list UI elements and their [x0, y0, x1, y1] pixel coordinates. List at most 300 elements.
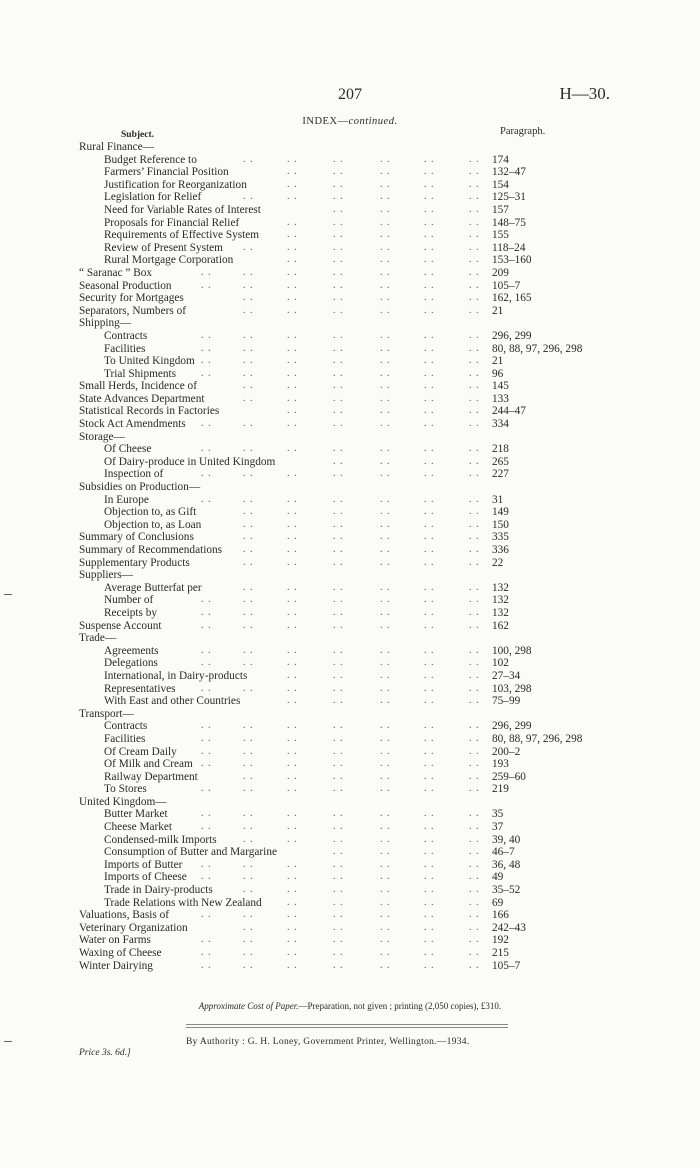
- leader-dots: . .: [424, 871, 435, 883]
- index-entry-paragraph: 132: [492, 581, 509, 594]
- leader-dots: . .: [287, 657, 298, 669]
- leader-dots: . .: [333, 166, 344, 178]
- leader-dots: . .: [424, 254, 435, 266]
- leader-dots: . .: [201, 279, 212, 291]
- leader-dots: . .: [333, 732, 344, 744]
- index-entry-subject: Subsidies on Production—: [79, 481, 201, 494]
- index-entry: [0, 405, 700, 418]
- leader-dots: . .: [424, 606, 435, 618]
- leader-dots: . .: [333, 858, 344, 870]
- leader-dots: . .: [469, 732, 480, 744]
- leader-dots: . .: [333, 896, 344, 908]
- index-entry: [0, 343, 700, 356]
- index-entry: [0, 456, 700, 469]
- index-entry: [0, 607, 700, 620]
- leader-dots: . .: [201, 594, 212, 606]
- leader-dots: . .: [469, 884, 480, 896]
- leader-dots: . .: [243, 266, 254, 278]
- leader-dots: . .: [201, 468, 212, 480]
- leader-dots: . .: [287, 732, 298, 744]
- leader-dots: . .: [424, 934, 435, 946]
- leader-dots: . .: [380, 884, 391, 896]
- leader-dots: . .: [333, 821, 344, 833]
- index-entry-paragraph: 265: [492, 455, 509, 468]
- leader-dots: . .: [424, 191, 435, 203]
- index-entry-subject: Proposals for Financial Relief: [104, 216, 240, 229]
- leader-dots: . .: [469, 468, 480, 480]
- leader-dots: . .: [469, 166, 480, 178]
- leader-dots: . .: [424, 808, 435, 820]
- leader-dots: . .: [424, 418, 435, 430]
- leader-dots: . .: [469, 657, 480, 669]
- leader-dots: . .: [201, 493, 212, 505]
- index-entry-subject: Imports of Cheese: [104, 871, 187, 884]
- leader-dots: . .: [287, 367, 298, 379]
- index-entry: [0, 229, 700, 242]
- leader-dots: . .: [243, 858, 254, 870]
- leader-dots: . .: [243, 355, 254, 367]
- leader-dots: . .: [469, 292, 480, 304]
- leader-dots: . .: [333, 241, 344, 253]
- leader-dots: . .: [380, 783, 391, 795]
- leader-dots: . .: [243, 770, 254, 782]
- leader-dots: . .: [424, 896, 435, 908]
- leader-dots: . .: [201, 682, 212, 694]
- index-entry: [0, 783, 700, 796]
- leader-dots: . .: [201, 808, 212, 820]
- leader-dots: . .: [469, 266, 480, 278]
- leader-dots: . .: [424, 720, 435, 732]
- index-entry-paragraph: 21: [492, 304, 504, 317]
- index-entry-subject: Average Butterfat per: [104, 581, 202, 594]
- index-entry-subject: Statistical Records in Factories: [79, 405, 220, 418]
- leader-dots: . .: [201, 619, 212, 631]
- index-entry: [0, 494, 700, 507]
- leader-dots: . .: [424, 909, 435, 921]
- index-entry-subject: “ Saranac ” Box: [79, 266, 153, 279]
- leader-dots: . .: [201, 732, 212, 744]
- index-entry-subject: Water on Farms: [79, 934, 151, 947]
- leader-dots: . .: [243, 342, 254, 354]
- leader-dots: . .: [424, 329, 435, 341]
- index-entry-paragraph: 334: [492, 418, 509, 431]
- leader-dots: . .: [380, 833, 391, 845]
- leader-dots: . .: [424, 380, 435, 392]
- index-entry-subject: Trial Shipments: [104, 367, 177, 380]
- leader-dots: . .: [469, 833, 480, 845]
- leader-dots: . .: [333, 254, 344, 266]
- index-entry-paragraph: 27–34: [492, 669, 521, 682]
- leader-dots: . .: [201, 758, 212, 770]
- leader-dots: . .: [243, 657, 254, 669]
- leader-dots: . .: [469, 783, 480, 795]
- index-entry-subject: Storage—: [79, 430, 125, 443]
- index-entry-paragraph: 80, 88, 97, 296, 298: [492, 732, 583, 745]
- index-entry: [0, 519, 700, 532]
- index-entry: [0, 191, 700, 204]
- index-entry-paragraph: 200–2: [492, 745, 521, 758]
- leader-dots: . .: [201, 418, 212, 430]
- index-entry-paragraph: 166: [492, 909, 509, 922]
- index-entry: [0, 154, 700, 167]
- leader-dots: . .: [333, 581, 344, 593]
- leader-dots: . .: [243, 279, 254, 291]
- leader-dots: . .: [287, 934, 298, 946]
- leader-dots: . .: [243, 909, 254, 921]
- leader-dots: . .: [424, 745, 435, 757]
- index-entry: [0, 506, 700, 519]
- leader-dots: . .: [380, 871, 391, 883]
- index-entry-paragraph: 133: [492, 392, 509, 405]
- leader-dots: . .: [380, 808, 391, 820]
- index-entry: [0, 305, 700, 318]
- leader-dots: . .: [380, 367, 391, 379]
- index-entry-subject: Objection to, as Gift: [104, 506, 197, 519]
- leader-dots: . .: [287, 418, 298, 430]
- index-entry-subject: Budget Reference to: [104, 153, 197, 166]
- index-entry: [0, 909, 700, 922]
- leader-dots: . .: [287, 518, 298, 530]
- page-number: 207: [338, 86, 362, 103]
- index-entry-subject: Objection to, as Loan: [104, 518, 202, 531]
- index-entry: [0, 431, 700, 444]
- leader-dots: . .: [333, 468, 344, 480]
- leader-dots: . .: [469, 279, 480, 291]
- leader-dots: . .: [243, 808, 254, 820]
- index-entry-paragraph: 296, 299: [492, 720, 532, 733]
- index-entry: [0, 620, 700, 633]
- running-title: [0, 116, 700, 127]
- leader-dots: . .: [380, 846, 391, 858]
- leader-dots: . .: [243, 153, 254, 165]
- leader-dots: . .: [469, 229, 480, 241]
- margin-mark: [4, 1041, 12, 1042]
- index-entry-subject: Waxing of Cheese: [79, 947, 162, 959]
- leader-dots: . .: [243, 506, 254, 518]
- leader-dots: . .: [380, 821, 391, 833]
- index-entry-subject: Delegations: [104, 657, 158, 670]
- leader-dots: . .: [469, 644, 480, 656]
- leader-dots: . .: [380, 556, 391, 568]
- leader-dots: . .: [201, 720, 212, 732]
- leader-dots: . .: [380, 405, 391, 417]
- index-entry-subject: Suppliers—: [79, 569, 133, 582]
- leader-dots: . .: [333, 418, 344, 430]
- leader-dots: . .: [424, 518, 435, 530]
- leader-dots: . .: [287, 644, 298, 656]
- leader-dots: . .: [380, 896, 391, 908]
- leader-dots: . .: [380, 619, 391, 631]
- leader-dots: . .: [333, 493, 344, 505]
- index-entry: [0, 897, 700, 910]
- index-entry-paragraph: 153–160: [492, 254, 532, 267]
- leader-dots: . .: [424, 355, 435, 367]
- leader-dots: . .: [380, 229, 391, 241]
- leader-dots: . .: [243, 304, 254, 316]
- index-entry-subject: Farmers’ Financial Position: [104, 166, 229, 179]
- leader-dots: . .: [287, 229, 298, 241]
- index-entry-subject: Receipts by: [104, 606, 158, 619]
- leader-dots: . .: [287, 380, 298, 392]
- index-entry-paragraph: 118–24: [492, 241, 526, 254]
- leader-dots: . .: [333, 178, 344, 190]
- leader-dots: . .: [287, 506, 298, 518]
- leader-dots: . .: [424, 342, 435, 354]
- index-entry-paragraph: 154: [492, 178, 509, 191]
- leader-dots: . .: [333, 229, 344, 241]
- leader-dots: . .: [333, 783, 344, 795]
- index-entry: [0, 204, 700, 217]
- leader-dots: . .: [243, 292, 254, 304]
- leader-dots: . .: [469, 934, 480, 946]
- leader-dots: . .: [243, 329, 254, 341]
- leader-dots: . .: [380, 858, 391, 870]
- leader-dots: . .: [469, 871, 480, 883]
- index-entry-paragraph: 22: [492, 556, 504, 569]
- index-entry-subject: Condensed-milk Imports: [104, 833, 217, 846]
- leader-dots: . .: [469, 216, 480, 228]
- index-entry: [0, 544, 700, 557]
- leader-dots: . .: [243, 241, 254, 253]
- leader-dots: . .: [243, 367, 254, 379]
- index-entry-paragraph: 148–75: [492, 216, 526, 229]
- leader-dots: . .: [469, 556, 480, 568]
- index-entry: [0, 141, 700, 154]
- leader-dots: . .: [424, 392, 435, 404]
- leader-dots: . .: [243, 594, 254, 606]
- index-entry-subject: Valuations, Basis of: [79, 909, 170, 922]
- leader-dots: . .: [333, 644, 344, 656]
- leader-dots: . .: [287, 292, 298, 304]
- margin-mark: [4, 594, 12, 595]
- index-entry-paragraph: 150: [492, 518, 509, 531]
- index-entry-paragraph: 162, 165: [492, 292, 532, 305]
- leader-dots: . .: [287, 279, 298, 291]
- leader-dots: . .: [469, 506, 480, 518]
- leader-dots: . .: [333, 720, 344, 732]
- leader-dots: . .: [469, 808, 480, 820]
- leader-dots: . .: [469, 959, 480, 971]
- leader-dots: . .: [287, 493, 298, 505]
- leader-dots: . .: [201, 443, 212, 455]
- index-entry-paragraph: 102: [492, 657, 509, 670]
- leader-dots: . .: [243, 191, 254, 203]
- index-entry: [0, 733, 700, 746]
- leader-dots: . .: [380, 947, 391, 958]
- index-entry-subject: Separators, Numbers of: [79, 304, 186, 317]
- leader-dots: . .: [380, 959, 391, 971]
- index-entry-paragraph: 132–47: [492, 166, 526, 179]
- leader-dots: . .: [380, 657, 391, 669]
- leader-dots: . .: [469, 695, 480, 707]
- leader-dots: . .: [469, 153, 480, 165]
- index-entry-subject: Of Cheese: [104, 443, 152, 456]
- leader-dots: . .: [333, 959, 344, 971]
- index-entry: [0, 720, 700, 733]
- index-entry: [0, 922, 700, 935]
- index-entry-paragraph: 296, 299: [492, 329, 532, 342]
- index-entry-subject: To United Kingdom: [104, 355, 195, 368]
- leader-dots: . .: [201, 606, 212, 618]
- leader-dots: . .: [424, 594, 435, 606]
- index-entry: [0, 683, 700, 696]
- leader-dots: . .: [380, 241, 391, 253]
- leader-dots: . .: [201, 783, 212, 795]
- leader-dots: . .: [380, 921, 391, 933]
- index-entry-subject: State Advances Department: [79, 392, 205, 405]
- leader-dots: . .: [469, 846, 480, 858]
- index-entry-paragraph: 145: [492, 380, 509, 393]
- leader-dots: . .: [469, 606, 480, 618]
- leader-dots: . .: [243, 531, 254, 543]
- index-entry-paragraph: 132: [492, 594, 509, 607]
- index-entry-paragraph: 192: [492, 934, 509, 947]
- index-entry-subject: Veterinary Organization: [79, 921, 188, 934]
- leader-dots: . .: [424, 531, 435, 543]
- leader-dots: . .: [287, 355, 298, 367]
- index-entry-subject: Rural Finance—: [79, 141, 154, 153]
- leader-dots: . .: [243, 518, 254, 530]
- index-entry: [0, 582, 700, 595]
- leader-dots: . .: [201, 355, 212, 367]
- index-entry-subject: Railway Department: [104, 770, 198, 783]
- leader-dots: . .: [243, 947, 254, 958]
- leader-dots: . .: [333, 846, 344, 858]
- leader-dots: . .: [380, 279, 391, 291]
- leader-dots: . .: [424, 216, 435, 228]
- index-entry: [0, 481, 700, 494]
- cost-note-label: Approximate Cost of Paper.: [198, 1001, 299, 1011]
- leader-dots: . .: [287, 821, 298, 833]
- leader-dots: . .: [287, 606, 298, 618]
- leader-dots: . .: [380, 720, 391, 732]
- leader-dots: . .: [243, 380, 254, 392]
- leader-dots: . .: [380, 216, 391, 228]
- leader-dots: . .: [380, 178, 391, 190]
- leader-dots: . .: [333, 695, 344, 707]
- index-entry-subject: Representatives: [104, 682, 176, 695]
- leader-dots: . .: [333, 506, 344, 518]
- leader-dots: . .: [333, 934, 344, 946]
- leader-dots: . .: [243, 392, 254, 404]
- leader-dots: . .: [469, 581, 480, 593]
- leader-dots: . .: [380, 342, 391, 354]
- leader-dots: . .: [380, 153, 391, 165]
- index-entry-subject: Consumption of Butter and Margarine: [104, 846, 277, 859]
- index-entry-subject: Shipping—: [79, 317, 132, 330]
- index-entry-subject: International, in Dairy-products: [104, 669, 248, 682]
- leader-dots: . .: [380, 770, 391, 782]
- leader-dots: . .: [469, 758, 480, 770]
- index-entry-subject: Of Cream Daily: [104, 745, 177, 758]
- index-entry-paragraph: 36, 48: [492, 858, 521, 871]
- index-entry-subject: Contracts: [104, 720, 148, 733]
- leader-dots: . .: [333, 455, 344, 467]
- leader-dots: . .: [380, 518, 391, 530]
- leader-dots: . .: [243, 934, 254, 946]
- leader-dots: . .: [243, 581, 254, 593]
- index-entry-paragraph: 75–99: [492, 695, 521, 708]
- leader-dots: . .: [287, 770, 298, 782]
- leader-dots: . .: [287, 947, 298, 958]
- leader-dots: . .: [287, 191, 298, 203]
- index-entry: [0, 317, 700, 330]
- leader-dots: . .: [424, 166, 435, 178]
- leader-dots: . .: [424, 506, 435, 518]
- leader-dots: . .: [380, 531, 391, 543]
- leader-dots: . .: [424, 758, 435, 770]
- leader-dots: . .: [424, 669, 435, 681]
- leader-dots: . .: [287, 884, 298, 896]
- leader-dots: . .: [333, 884, 344, 896]
- leader-dots: . .: [287, 720, 298, 732]
- leader-dots: . .: [287, 909, 298, 921]
- leader-dots: . .: [469, 355, 480, 367]
- leader-dots: . .: [333, 342, 344, 354]
- leader-dots: . .: [201, 342, 212, 354]
- leader-dots: . .: [469, 531, 480, 543]
- leader-dots: . .: [333, 808, 344, 820]
- leader-dots: . .: [469, 821, 480, 833]
- leader-dots: . .: [287, 166, 298, 178]
- leader-dots: . .: [287, 443, 298, 455]
- index-entry: [0, 443, 700, 456]
- index-entry-paragraph: 103, 298: [492, 682, 532, 695]
- leader-dots: . .: [469, 178, 480, 190]
- leader-dots: . .: [469, 745, 480, 757]
- leader-dots: . .: [380, 418, 391, 430]
- index-entry-paragraph: 39, 40: [492, 833, 521, 846]
- leader-dots: . .: [424, 783, 435, 795]
- index-entry-paragraph: 69: [492, 896, 504, 909]
- index-entry: [0, 821, 700, 834]
- leader-dots: . .: [243, 619, 254, 631]
- subject-column-heading: Subject.: [121, 130, 154, 140]
- leader-dots: . .: [243, 468, 254, 480]
- index-entry-subject: Agreements: [104, 644, 159, 657]
- index-entry: [0, 670, 700, 683]
- index-entry-subject: Trade—: [79, 632, 117, 645]
- leader-dots: . .: [243, 606, 254, 618]
- index-entry: [0, 368, 700, 381]
- leader-dots: . .: [287, 266, 298, 278]
- leader-dots: . .: [380, 392, 391, 404]
- leader-dots: . .: [380, 934, 391, 946]
- leader-dots: . .: [424, 921, 435, 933]
- leader-dots: . .: [201, 329, 212, 341]
- index-entry-paragraph: 125–31: [492, 191, 526, 204]
- leader-dots: . .: [424, 884, 435, 896]
- leader-dots: . .: [424, 695, 435, 707]
- index-entry-paragraph: 215: [492, 947, 509, 959]
- leader-dots: . .: [380, 443, 391, 455]
- index-entry-subject: Seasonal Production: [79, 279, 172, 292]
- index-entry-paragraph: 21: [492, 355, 504, 368]
- leader-dots: . .: [333, 947, 344, 958]
- leader-dots: . .: [380, 493, 391, 505]
- index-entry-paragraph: 105–7: [492, 959, 521, 972]
- leader-dots: . .: [380, 266, 391, 278]
- leader-dots: . .: [333, 594, 344, 606]
- leader-dots: . .: [469, 329, 480, 341]
- leader-dots: . .: [469, 594, 480, 606]
- index-entry: [0, 808, 700, 821]
- leader-dots: . .: [424, 770, 435, 782]
- index-entry-subject: To Stores: [104, 783, 147, 796]
- index-entry-subject: Transport—: [79, 707, 134, 720]
- leader-dots: . .: [424, 959, 435, 971]
- leader-dots: . .: [287, 594, 298, 606]
